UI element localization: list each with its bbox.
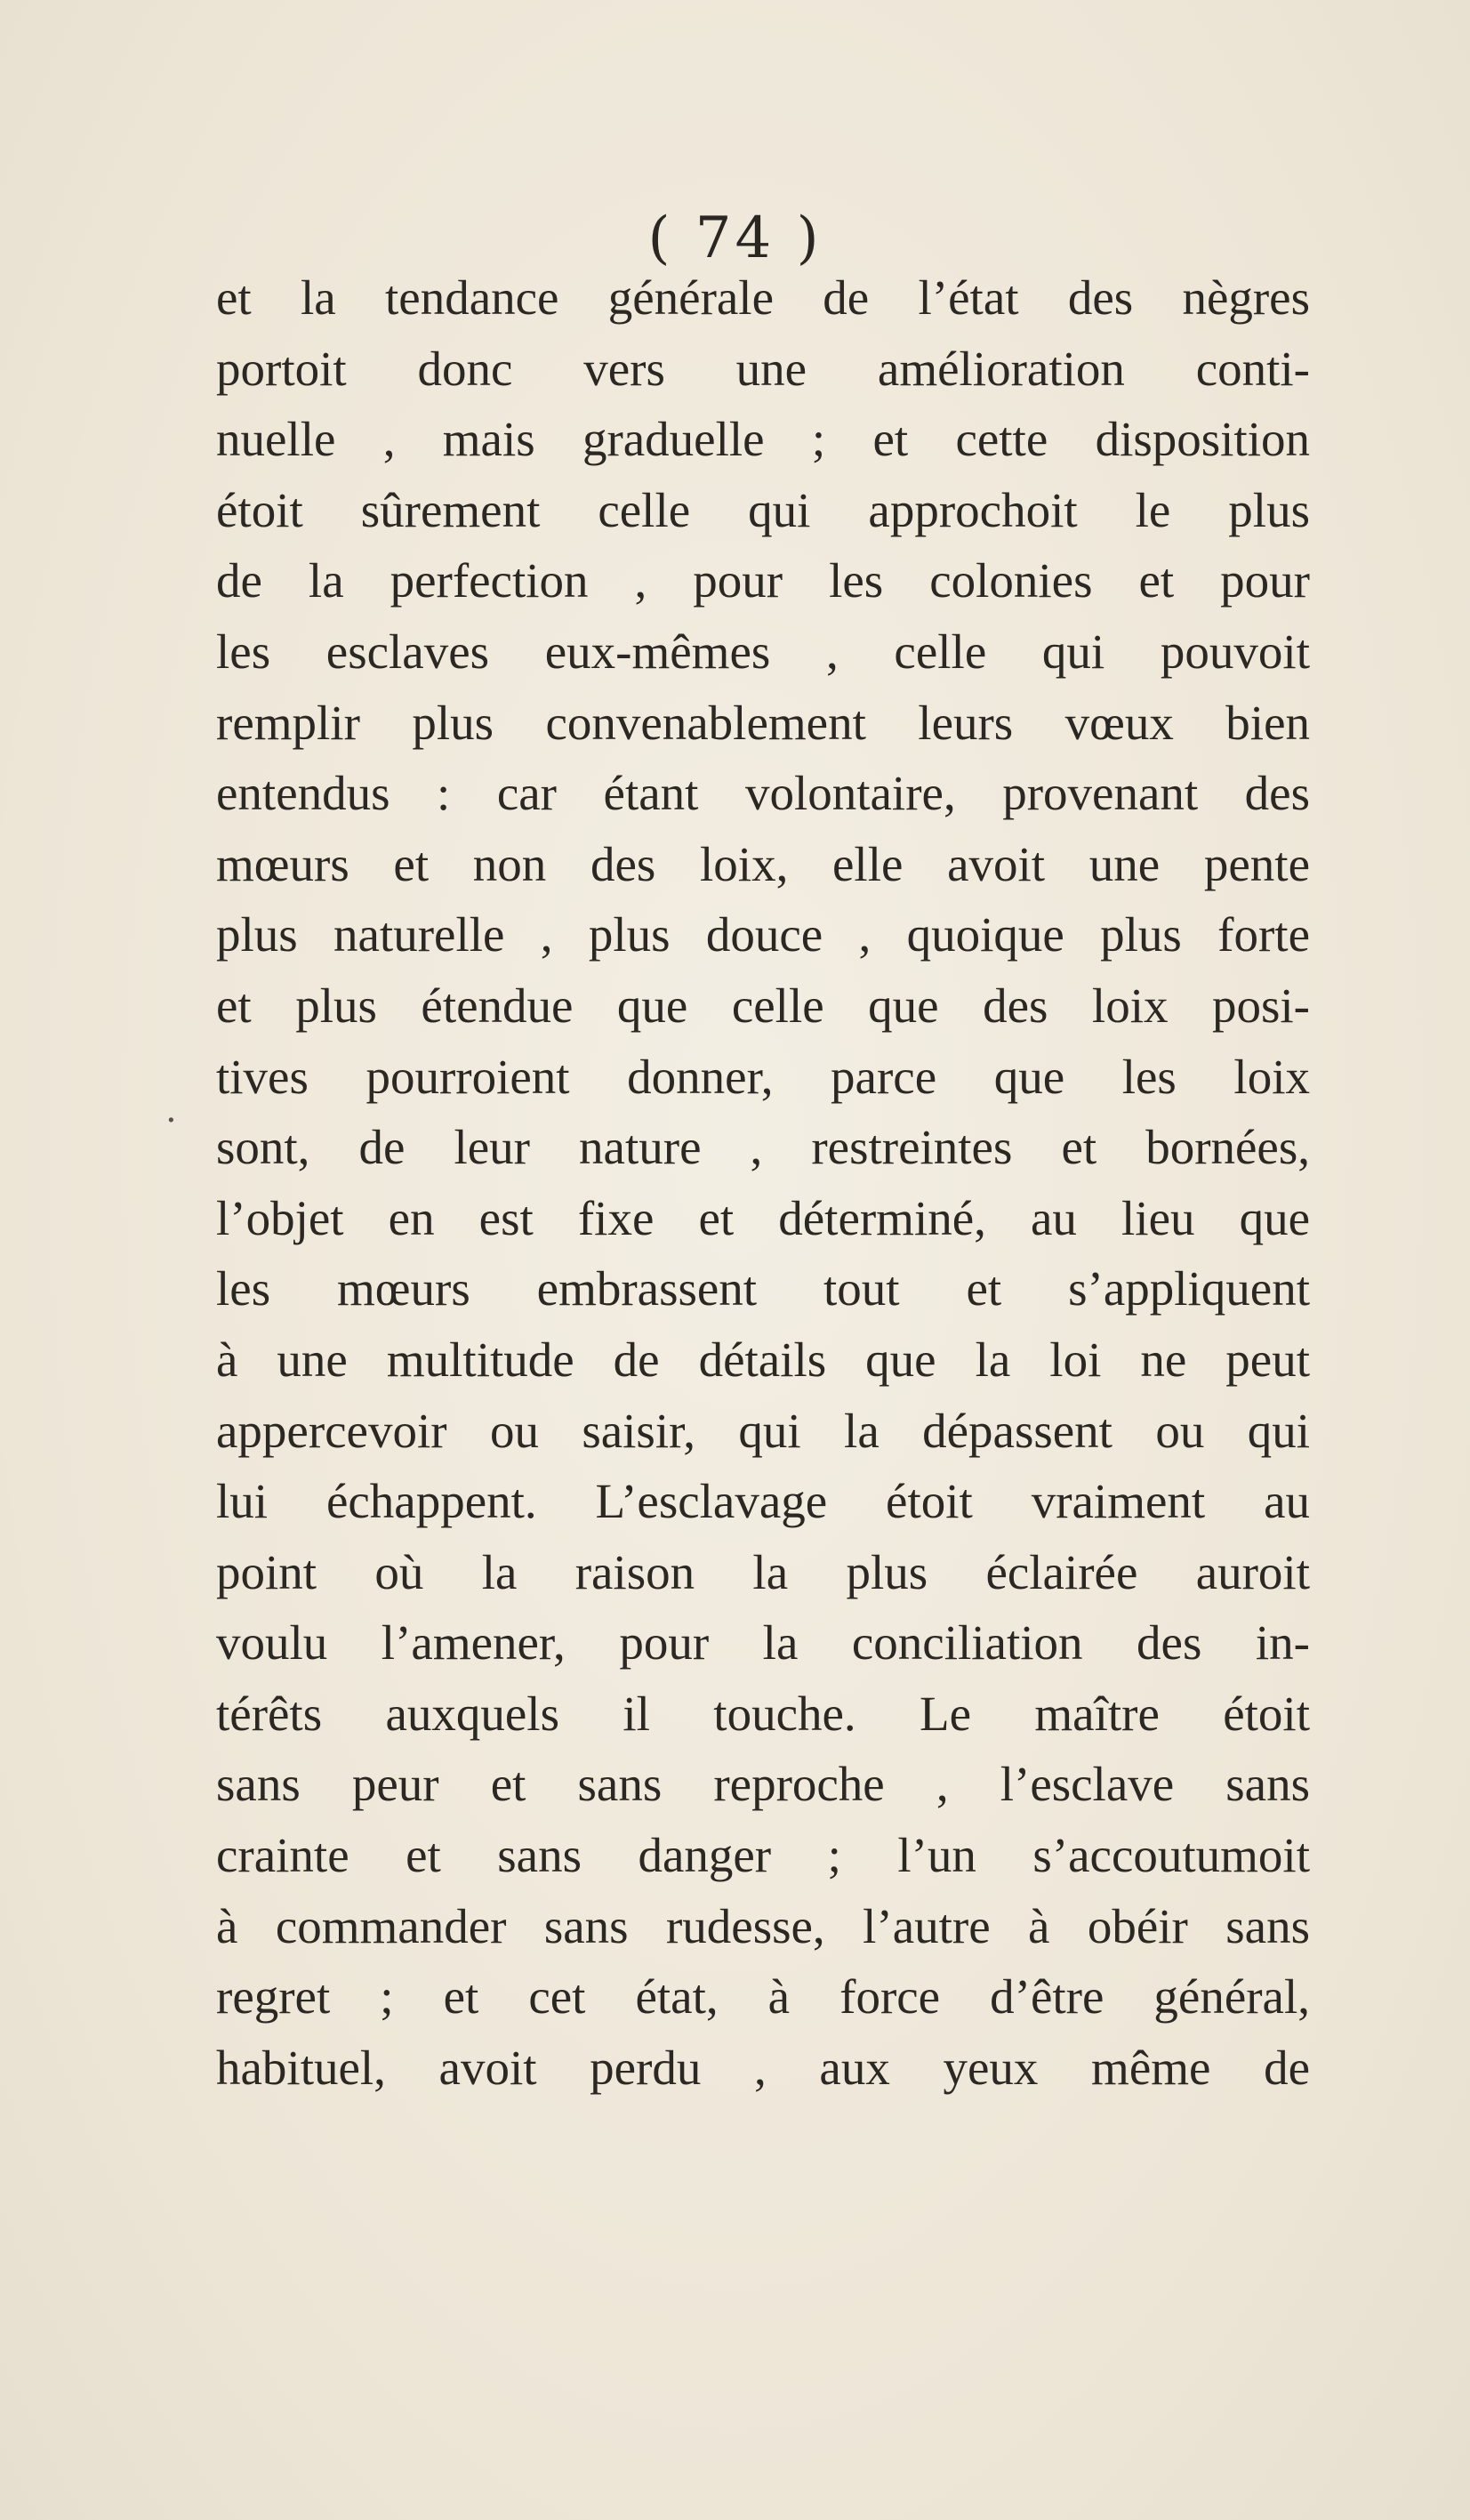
text-line: sans peur et sans reproche , l’esclave sans [216, 1757, 1310, 1812]
text-line: les mœurs embrassent tout et s’appliquent [216, 1261, 1310, 1316]
text-line: regret ; et cet état, à force d’être général, [216, 1969, 1310, 2025]
margin-mark: . [165, 1090, 177, 1131]
text-line: plus naturelle , plus douce , quoique plus forte [216, 907, 1310, 962]
text-line: lui échappent. L’esclavage étoit vraiment au [216, 1474, 1310, 1529]
text-line: et plus étendue que celle que des loix posi- [216, 978, 1310, 1033]
text-line: remplir plus convenablement leurs vœux bien [216, 695, 1310, 750]
text-line: entendus : car étant volontaire, provenant des [216, 766, 1310, 821]
page-number: ( 74 ) [647, 205, 823, 271]
text-line: l’objet en est fixe et déterminé, au lieu que [216, 1190, 1310, 1245]
text-line: mœurs et non des loix, elle avoit une pente [216, 836, 1310, 891]
body-text [216, 262, 1310, 2103]
text-line: sont, de leur nature , restreintes et bornées, [216, 1120, 1310, 1175]
text-line: voulu l’amener, pour la conciliation des in- [216, 1615, 1310, 1671]
text-line: les esclaves eux-mêmes , celle qui pouvoit [216, 624, 1310, 679]
text-line: crainte et sans danger ; l’un s’accoutumoit [216, 1828, 1310, 1883]
text-line: point où la raison la plus éclairée auroit [216, 1544, 1310, 1599]
text-line: à commander sans rudesse, l’autre à obéir sans [216, 1898, 1310, 1953]
text-line: étoit sûrement celle qui approchoit le plus [216, 482, 1310, 537]
text-line: portoit donc vers une amélioration conti- [216, 341, 1310, 396]
text-line: tives pourroient donner, parce que les loix [216, 1049, 1310, 1104]
text-line: térêts auxquels il touche. Le maître étoit [216, 1686, 1310, 1741]
text-line: habituel, avoit perdu , aux yeux même de [216, 2040, 1310, 2095]
text-line: à une multitude de détails que la loi ne peut [216, 1332, 1310, 1387]
text-line: nuelle , mais graduelle ; et cette disposition [216, 412, 1310, 467]
text-line: et la tendance générale de l’état des nègres [216, 270, 1310, 325]
text-line: appercevoir ou saisir, qui la dépassent ou qui [216, 1403, 1310, 1458]
text-line: de la perfection , pour les colonies et pour [216, 553, 1310, 608]
